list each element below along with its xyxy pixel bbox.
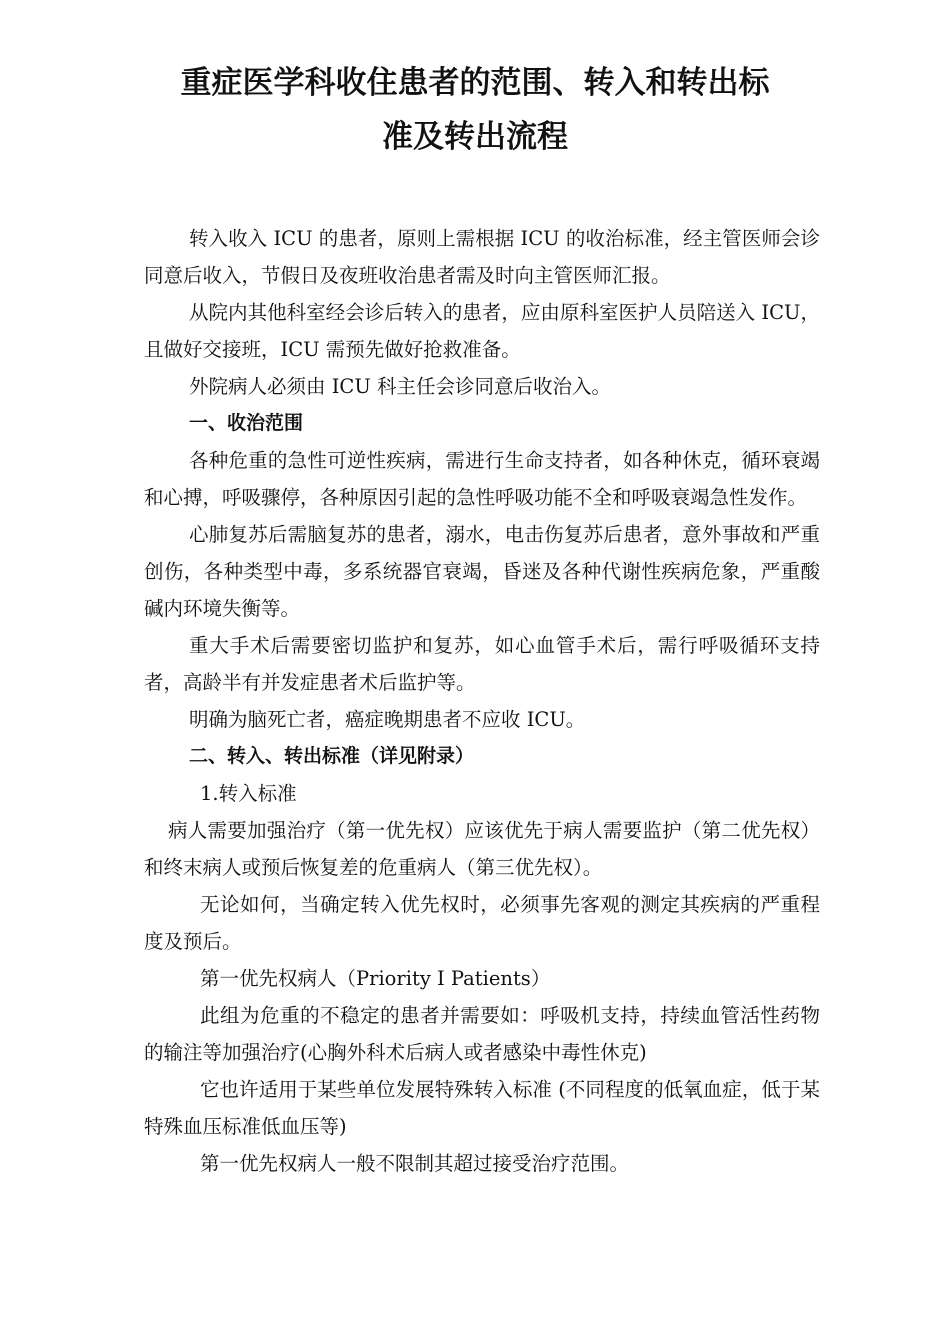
title-line-1: 重症医学科收住患者的范围、转入和转出标: [180, 65, 770, 101]
paragraph-admission-general: 转入收入 ICU 的患者，原则上需根据 ICU 的收治标准，经主管医师会诊同意后收入，节假日及夜班收治患者需及时向主管医师汇报。: [144, 227, 820, 287]
paragraph-priority-overview: 病人需要加强治疗（第一优先权）应该优先于病人需要监护（第二优先权）和终末病人或预后恢复差的危重病人（第三优先权）。: [144, 819, 820, 879]
paragraph-external-patients: 外院病人必须由 ICU 科主任会诊同意后收治入。: [189, 375, 611, 398]
paragraph-scope-surgery: 重大手术后需要密切监护和复苏，如心血管手术后，需行呼吸循环支持者，高龄半有并发症患者术后监护等。: [144, 634, 820, 694]
paragraph-priority-one-limit: 第一优先权病人一般不限制其超过接受治疗范围。: [200, 1152, 630, 1175]
paragraph-scope-exclusion: 明确为脑死亡者，癌症晚期患者不应收 ICU。: [189, 708, 586, 731]
paragraph-priority-one-special: 它也许适用于某些单位发展特殊转入标准 (不同程度的低氧血症，低于某特殊血压标准低血压等): [144, 1078, 820, 1138]
title-line-2: 准及转出流程: [382, 119, 568, 155]
paragraph-internal-transfer: 从院内其他科室经会诊后转入的患者，应由原科室医护人员陪送入 ICU，且做好交接班，ICU 需预先做好抢救准备。: [144, 301, 820, 361]
document-body: [144, 220, 820, 1182]
section-heading-criteria: 二、转入、转出标准（详见附录）: [189, 745, 475, 767]
paragraph-priority-assessment: 无论如何，当确定转入优先权时，必须事先客观的测定其疾病的严重程度及预后。: [144, 893, 820, 953]
subheading-admission-criteria: 1.转入标准: [200, 782, 297, 805]
paragraph-scope-resuscitation: 心肺复苏后需脑复苏的患者，溺水，电击伤复苏后患者，意外事故和严重创伤，各种类型中毒，多系统器官衰竭，昏迷及各种代谢性疾病危象，严重酸碱内环境失衡等。: [144, 523, 820, 620]
section-heading-scope: 一、收治范围: [189, 412, 304, 434]
paragraph-scope-acute: 各种危重的急性可逆性疾病，需进行生命支持者，如各种休克，循环衰竭和心搏，呼吸骤停，各种原因引起的急性呼吸功能不全和呼吸衰竭急性发作。: [144, 449, 820, 509]
paragraph-priority-one-heading: 第一优先权病人（Priority I Patients）: [200, 967, 551, 990]
document-title: [120, 56, 830, 164]
paragraph-priority-one-description: 此组为危重的不稳定的患者并需要如：呼吸机支持，持续血管活性药物的输注等加强治疗(心胸外科术后病人或者感染中毒性休克): [144, 1004, 820, 1064]
